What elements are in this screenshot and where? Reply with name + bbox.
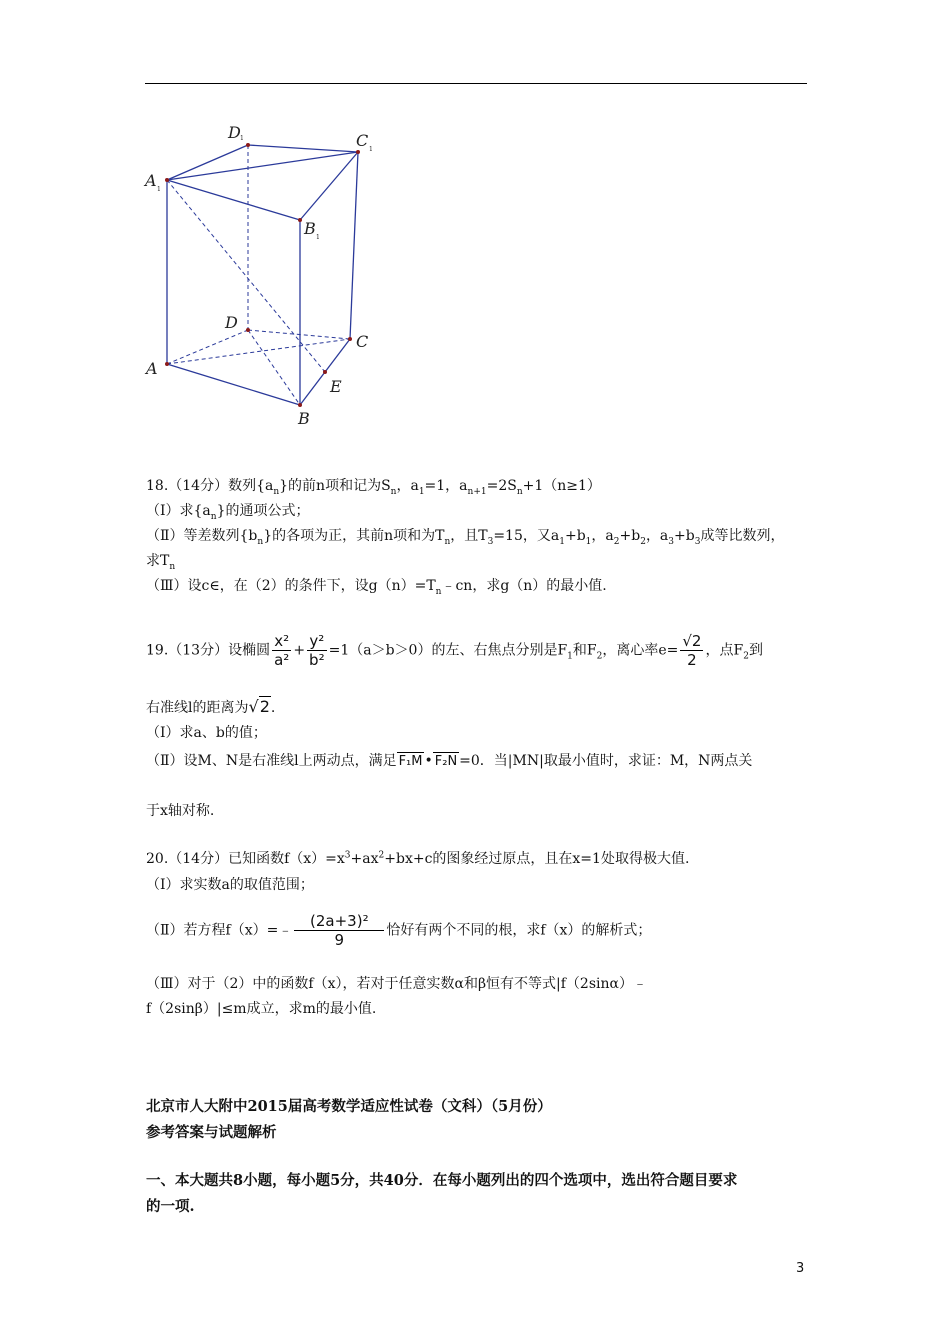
q20-part2: （Ⅱ）若方程f（x）=﹣ $\frac{\text{(2a+3)²}}{9}$ 恰好有两个不同的根，求f（x）的解析式； [146,912,652,949]
label-A: A [146,359,158,378]
q18-part2: （Ⅱ）等差数列$\{b_n\}$的各项为正，其前n项和为$T_n$，且$T_3=15$，又$a_1+b_1$，$a_2+b_2$，$a_3+b_3$成等比数列， [146,528,785,547]
label-B1: B [304,219,316,238]
sqrt2: √2 [248,697,270,716]
answers-title: 北京市人大附中2015届高考数学适应性试卷（文科）（5月份） [146,1098,552,1115]
q18-part3: （Ⅲ）设c∈，在（2）的条件下，设$g(n)=T_n﹣cn$，求g（n）的最小值. [146,578,607,597]
label-E: E [330,377,342,396]
page-number: 3 [796,1261,805,1276]
label-A1-sub: 1 [157,186,161,193]
q18-heading: 18.（14分）数列$\{a_n\}$的前n项和记为$S_n$，$a_1=1$，$a_{n+1}=2S_n+1(n\ge 1)$ [146,478,601,497]
frac-2a3-9: $\frac{\text{(2a+3)²}}{9}$ [294,912,384,949]
q20-part1: （Ⅰ）求实数a的取值范围； [146,877,314,893]
answers-subtitle: 参考答案与试题解析 [146,1124,277,1141]
label-B: B [298,409,310,428]
vector-F1M: F₁M [398,754,423,769]
label-C1: C [356,131,369,150]
header-rule [145,83,807,84]
label-D1-sub: 1 [240,135,244,142]
vector-F2N: F₂N [434,754,458,769]
q19-part2: （Ⅱ）设M、N是右准线l上两动点，满足 F₁M • F₂N =0．当|MN|取最小值时，求证：M，N两点关 [146,753,753,769]
q18-part2-cont: 求$T_n$ [146,553,176,572]
q20-part3-cont: f（2sinβ）|≤m成立，求m的最小值. [146,1001,377,1017]
prism-figure [140,118,380,438]
section-heading-cont: 的一项. [146,1198,195,1215]
q18-part1: （Ⅰ）求$\{a_n\}$的通项公式； [146,503,310,522]
frac-y-b: $\frac{\text{y²}}{\text{b²}}$ [309,632,325,669]
q19-part2-cont: 于x轴对称. [146,803,215,819]
label-A1: A [145,171,157,190]
q19-heading: 19.（13分）设椭圆 $\frac{\text{x²}}{\text{a²}}$ + $\frac{\text{y²}}{\text{b²}}$ =1（a＞b＞0）的左、右焦点分别是$F_1$和$F_2$，离心率e= $\frac{√2}{2}$ ，点$F_2$到 [146,632,763,669]
frac-x-a: $\frac{\text{x²}}{\text{a²}}$ [274,632,290,669]
label-B1-sub: 1 [316,234,320,241]
label-C: C [356,332,369,351]
frac-eccentricity: $\frac{√2}{2}$ [682,632,702,669]
label-D: D [225,313,238,332]
label-D1: D [228,123,241,142]
q19-line2: 右准线l的距离为√2. [146,697,276,716]
q20-heading: 20.（14分）已知函数$f(x)=x^3+ax^2+bx+c$的图象经过原点，且在x=1处取得极大值. [146,850,690,867]
q20-part3: （Ⅲ）对于（2）中的函数f（x），若对于任意实数α和β恒有不等式|f（2sinα）﹣ [146,976,647,992]
label-C1-sub: 1 [369,146,373,153]
section-heading: 一、本大题共8小题，每小题5分，共40分．在每小题列出的四个选项中，选出符合题目要求 [146,1172,738,1189]
q19-part1: （Ⅰ）求a、b的值； [146,725,267,741]
